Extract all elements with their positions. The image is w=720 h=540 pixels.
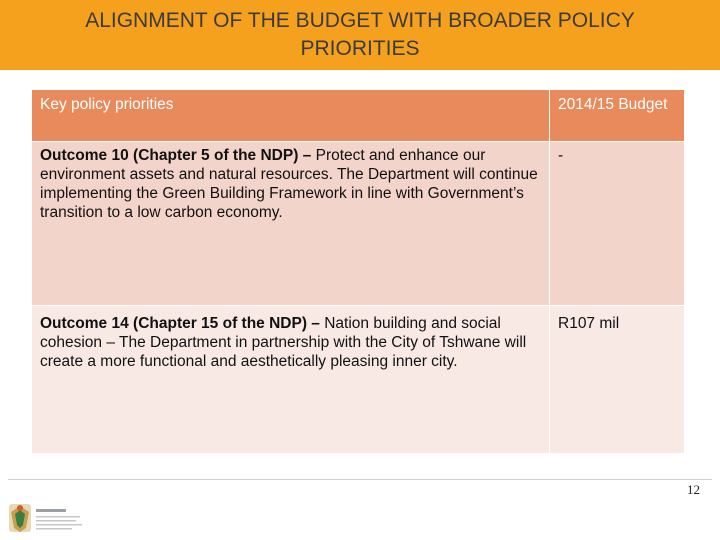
title-bar: [0, 0, 720, 70]
header-key-policy-priorities: Key policy priorities: [32, 90, 550, 142]
outcome-text: Nation building and social cohesion – The Department in partnership with the City of Tshwane will create a more functional and aesthetically pleasing inner city.: [40, 315, 527, 370]
budget-cell: R107 mil: [550, 306, 685, 454]
outcome-text: Protect and enhance our environment assets and natural resources. The Department will continue implementing the Green Building Framework in line with Government’s transition to a low carbon economy.: [40, 147, 538, 221]
slide-title: ALIGNMENT OF THE BUDGET WITH BROADER POLICY PRIORITIES: [85, 9, 635, 60]
policy-cell: [32, 142, 550, 306]
outcome-lead: Outcome 10 (Chapter 5 of the NDP) –: [40, 147, 312, 164]
table-header-row: [32, 90, 685, 142]
budget-cell: -: [550, 142, 685, 306]
footer-divider: [8, 479, 712, 480]
policy-cell: [32, 306, 550, 454]
page-number: 12: [687, 482, 700, 497]
coat-of-arms-logo: [6, 500, 96, 536]
table-row: [32, 142, 685, 306]
header-budget: 2014/15 Budget: [550, 90, 685, 142]
outcome-lead: Outcome 14 (Chapter 15 of the NDP) –: [40, 315, 320, 332]
policy-table: [31, 89, 685, 454]
crest-icon: [9, 504, 31, 532]
table-row: [32, 306, 685, 454]
